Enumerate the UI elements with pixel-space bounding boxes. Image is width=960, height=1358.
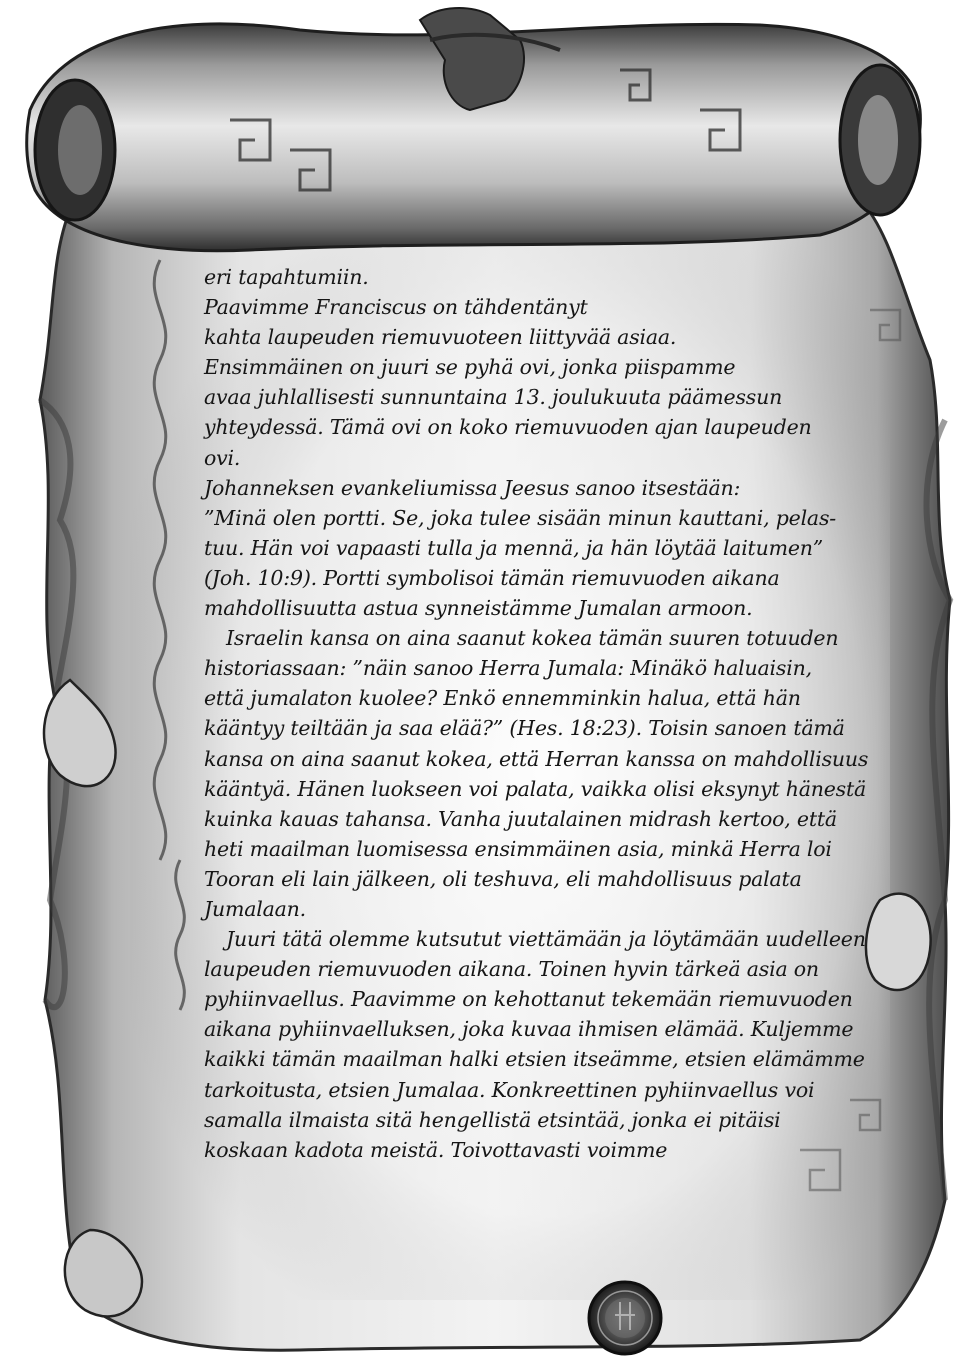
text-line: heti maailman luomisessa ensimmäinen asia, minkä Herra loi	[204, 836, 832, 861]
text-line: kääntyy teiltään ja saa elää?” (Hes. 18:23). Toisin sanoen tämä	[204, 716, 845, 741]
text-line: kääntyä. Hänen luokseen voi palata, vaikka olisi eksynyt hänestä	[204, 776, 867, 801]
text-line: Israelin kansa on aina saanut kokea tämän suuren totuuden	[226, 626, 839, 651]
text-line: Juuri tätä olemme kutsutut viettämään ja löytämään uudelleen	[226, 927, 866, 952]
text-line: ovi.	[204, 445, 241, 470]
text-line: ”Minä olen portti. Se, joka tulee sisään minun kauttani, pelas-	[204, 505, 836, 530]
text-line: Tooran eli lain jälkeen, oli teshuva, eli mahdollisuus palata	[204, 866, 802, 891]
text-line: Johanneksen evankeliumissa Jeesus sanoo itsestään:	[204, 475, 741, 500]
text-line: tarkoitusta, etsien Jumalaa. Konkreettinen pyhiinvaellus voi	[204, 1077, 815, 1102]
text-line: historiassaan: ”näin sanoo Herra Jumala: Minäkö haluaisin,	[204, 656, 812, 681]
text-line: laupeuden riemuvuoden aikana. Toinen hyvin tärkeä asia on	[204, 957, 819, 982]
body-text	[204, 262, 872, 1165]
text-line: mahdollisuutta astua synneistämme Jumalan armoon.	[204, 596, 753, 621]
text-line: (Joh. 10:9). Portti symbolisoi tämän riemuvuoden aikana	[204, 565, 780, 590]
text-line: kuinka kauas tahansa. Vanha juutalainen midrash kertoo, että	[204, 806, 837, 831]
text-line: kahta laupeuden riemuvuoteen liittyvää asiaa.	[204, 325, 677, 350]
text-line: yhteydessä. Tämä ovi on koko riemuvuoden ajan laupeuden	[204, 415, 812, 440]
text-line: aikana pyhiinvaelluksen, joka kuvaa ihmisen elämää. Kuljemme	[204, 1017, 854, 1042]
text-line: että jumalaton kuolee? Enkö ennemminkin halua, että hän	[204, 686, 801, 711]
text-line: avaa juhlallisesti sunnuntaina 13. joulukuuta päämessun	[204, 385, 783, 410]
text-line: Paavimme Franciscus on tähdentänyt	[204, 295, 588, 320]
text-line: Ensimmäinen on juuri se pyhä ovi, jonka piispamme	[204, 355, 736, 380]
text-line: samalla ilmaista sitä hengellistä etsintää, jonka ei pitäisi	[204, 1107, 781, 1132]
text-line: Jumalaan.	[204, 896, 307, 921]
text-line: tuu. Hän voi vapaasti tulla ja mennä, ja hän löytää laitumen”	[204, 535, 824, 560]
text-line: eri tapahtumiin.	[204, 265, 369, 289]
text-line: pyhiinvaellus. Paavimme on kehottanut tekemään riemuvuoden	[204, 987, 853, 1012]
text-line: kansa on aina saanut kokea, että Herran kanssa on mahdollisuus	[204, 746, 869, 771]
text-line: kaikki tämän maailman halki etsien itseämme, etsien elämämme	[204, 1047, 865, 1072]
text-line: koskaan kadota meistä. Toivottavasti voimme	[204, 1137, 668, 1162]
